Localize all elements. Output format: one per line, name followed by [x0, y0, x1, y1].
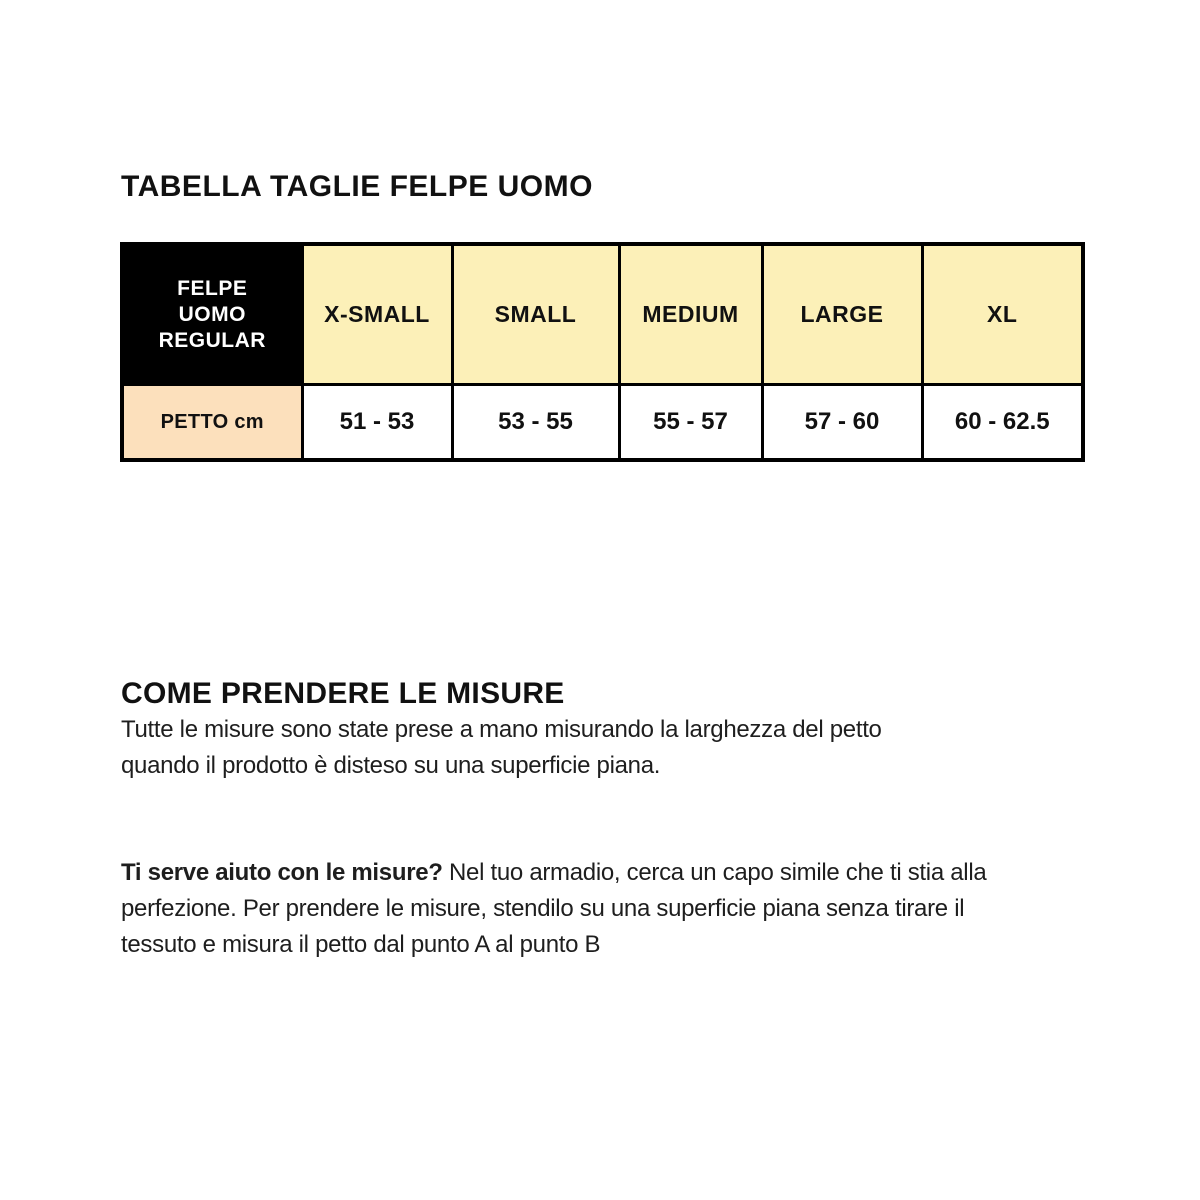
corner-line-2: UOMO: [178, 302, 246, 326]
size-column-header-xl: XL: [922, 244, 1083, 385]
table-corner-header: [122, 244, 302, 385]
size-column-header-large: LARGE: [762, 244, 922, 385]
size-column-header-medium: MEDIUM: [619, 244, 762, 385]
intro-line-2: quando il prodotto è disteso su una superficie piana.: [121, 752, 661, 779]
chest-measure-row: [122, 385, 1083, 461]
chest-row-label: PETTO cm: [122, 385, 302, 461]
chest-value-medium: 55 - 57: [619, 385, 762, 461]
chest-value-small: 53 - 55: [452, 385, 619, 461]
help-question-bold: Ti serve aiuto con le misure?: [121, 859, 443, 886]
help-line-1-rest: Nel tuo armadio, cerca un capo simile che ti stia alla: [442, 859, 987, 886]
chest-value-xsmall: 51 - 53: [302, 385, 452, 461]
chest-value-large: 57 - 60: [762, 385, 922, 461]
size-table-header-row: [122, 244, 1083, 385]
size-column-header-small: SMALL: [452, 244, 619, 385]
chest-value-xl: 60 - 62.5: [922, 385, 1083, 461]
measure-intro-paragraph: [121, 712, 882, 784]
help-line-3: tessuto e misura il petto dal punto A al punto B: [121, 931, 601, 958]
size-table: [120, 242, 1085, 462]
size-column-header-xsmall: X-SMALL: [302, 244, 452, 385]
page-title: TABELLA TAGLIE FELPE UOMO: [121, 170, 593, 204]
corner-line-1: FELPE: [177, 276, 248, 300]
measure-help-paragraph: [121, 855, 986, 963]
measure-section-heading: COME PRENDERE LE MISURE: [121, 676, 565, 710]
intro-line-1: Tutte le misure sono state prese a mano misurando la larghezza del petto: [121, 716, 882, 743]
help-line-1: [121, 855, 986, 891]
help-line-2: perfezione. Per prendere le misure, stendilo su una superficie piana senza tirare il: [121, 895, 965, 922]
corner-line-3: REGULAR: [158, 328, 266, 352]
